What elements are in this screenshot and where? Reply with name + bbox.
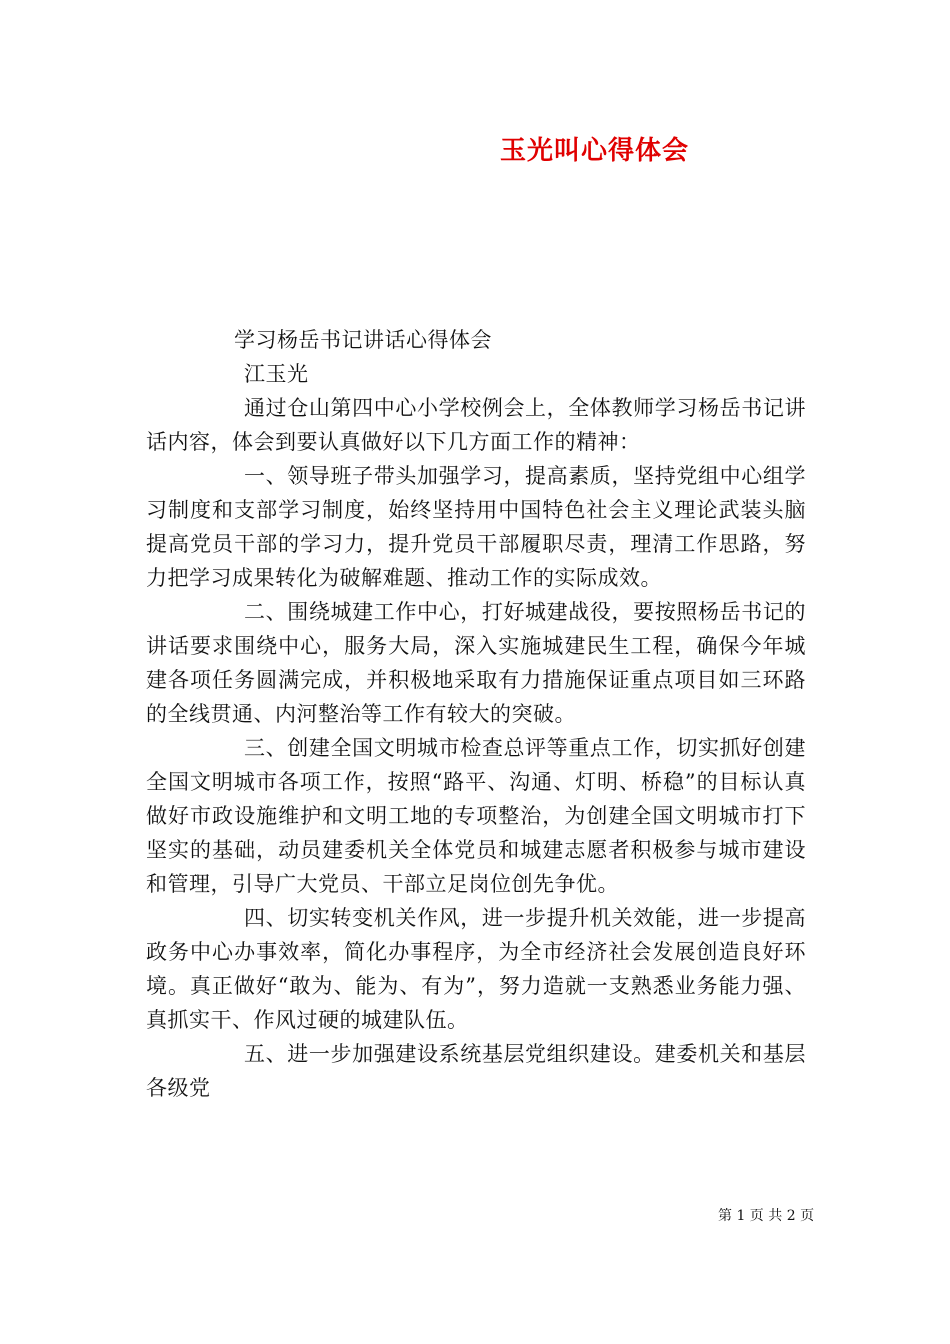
- document-body: [146, 323, 806, 1105]
- paragraph-point-5: 五、进一步加强建设系统基层党组织建设。建委机关和基层各级党: [146, 1042, 806, 1100]
- paragraph-point-1: 一、领导班子带头加强学习，提高素质，坚持党组中心组学习制度和支部学习制度，始终坚持用中国特色社会主义理论武装头脑提高党员干部的学习力，提升党员干部履职尽责，理清工作思路，努力把学习成果转化为破解难题、推动工作的实际成效。: [146, 464, 806, 590]
- paragraph-point-3: 三、创建全国文明城市检查总评等重点工作，切实抓好创建全国文明城市各项工作，按照“路平、沟通、灯明、桥稳”的目标认真做好市政设施维护和文明工地的专项整治，为创建全国文明城市打下坚实的基础，动员建委机关全体党员和城建志愿者积极参与城市建设和管理，引导广大党员、干部立足岗位创先争优。: [146, 736, 806, 896]
- document-subtitle: 学习杨岳书记讲话心得体会: [234, 328, 492, 352]
- page-number-footer: 第 1 页 共 2 页: [718, 1208, 815, 1224]
- document-author: 江玉光: [244, 362, 309, 386]
- paragraph-point-2: 二、围绕城建工作中心，打好城建战役，要按照杨岳书记的讲话要求围绕中心，服务大局，深入实施城建民生工程，确保今年城建各项任务圆满完成，并积极地采取有力措施保证重点项目如三环路的全线贯通、内河整治等工作有较大的突破。: [146, 600, 806, 726]
- document-title: 玉光叫心得体会: [500, 136, 690, 166]
- paragraph-point-4: 四、切实转变机关作风，进一步提升机关效能，进一步提高政务中心办事效率，简化办事程序，为全市经济社会发展创造良好环境。真正做好“敢为、能为、有为”，努力造就一支熟悉业务能力强、真抓实干、作风过硬的城建队伍。: [146, 906, 806, 1032]
- paragraph-intro: 通过仓山第四中心小学校例会上，全体教师学习杨岳书记讲话内容，体会到要认真做好以下几方面工作的精神：: [146, 396, 806, 454]
